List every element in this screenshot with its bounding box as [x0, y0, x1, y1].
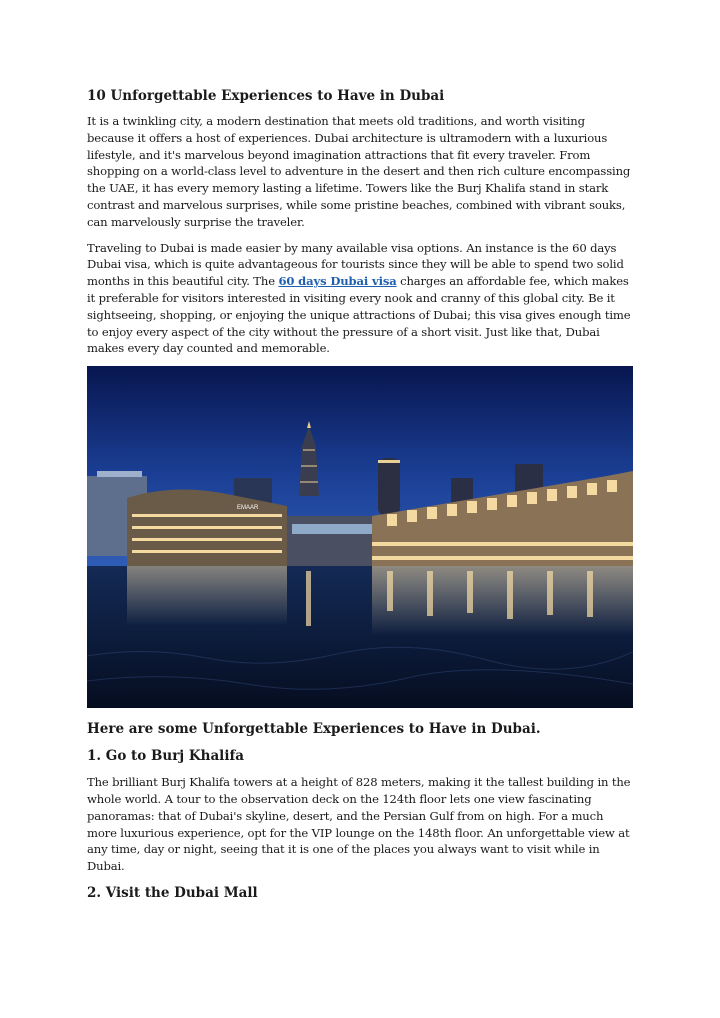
intro-paragraph: It is a twinkling city, a modern destination that meets old traditions, and worth visiting because it offers a host of experiences. Dubai architecture is ultramodern with a luxurious lifestyle, and it's marvelous beyond imagination attractions that fit every traveler. From shopping on a world-class level to adventure in the desert and then rich culture encompassing the UAE, it has every memory lasting a lifetime. Towers like the Burj Khalifa stand in stark contrast and marvelous surprises, while some pristine beaches, combined with vibrant souks, can marvelously surprise the traveler.: [87, 114, 631, 229]
building-sign: EMAAR: [237, 505, 259, 512]
visa-paragraph: [87, 240, 633, 358]
visa-paragraph-after: charges an affordable fee, which makes it preferable for visitors interested in visiting every nook and cranny of this global city. Be it sightseeing, shopping, or enjoying the unique attractions of Dubai; this visa gives enough time to enjoy every aspect of the city without the pressure of a short visit. Just like that, Dubai makes every day counted and memorable.: [87, 274, 631, 356]
dubai-mall-night-photo: [87, 366, 633, 708]
visa-link[interactable]: 60 days Dubai visa: [278, 274, 397, 289]
visa-paragraph-before: Traveling to Dubai is made easier by many available visa options. An instance is the 60 days Dubai visa, which is quite advantageous for tourists since they will be able to spend two solid months in this beautiful city. The: [87, 240, 624, 289]
article-title: 10 Unforgettable Experiences to Have in Dubai: [87, 88, 445, 104]
item-heading-burj-khalifa: 1. Go to Burj Khalifa: [87, 748, 244, 765]
document-content: [87, 88, 633, 911]
section-heading: Here are some Unforgettable Experiences to Have in Dubai.: [87, 721, 541, 738]
item-text-burj-khalifa: The brilliant Burj Khalifa towers at a height of 828 meters, making it the tallest building in the whole world. A tour to the observation deck on the 124th floor lets one view fascinating panoramas: that of Dubai's skyline, desert, and the Persian Gulf from on high. For a much more luxurious experience, opt for the VIP lounge on the 148th floor. An unforgettable view at any time, day or night, seeing that it is one of the places you always want to visit while in Dubai.: [87, 775, 631, 874]
item-heading-dubai-mall: 2. Visit the Dubai Mall: [87, 884, 258, 901]
